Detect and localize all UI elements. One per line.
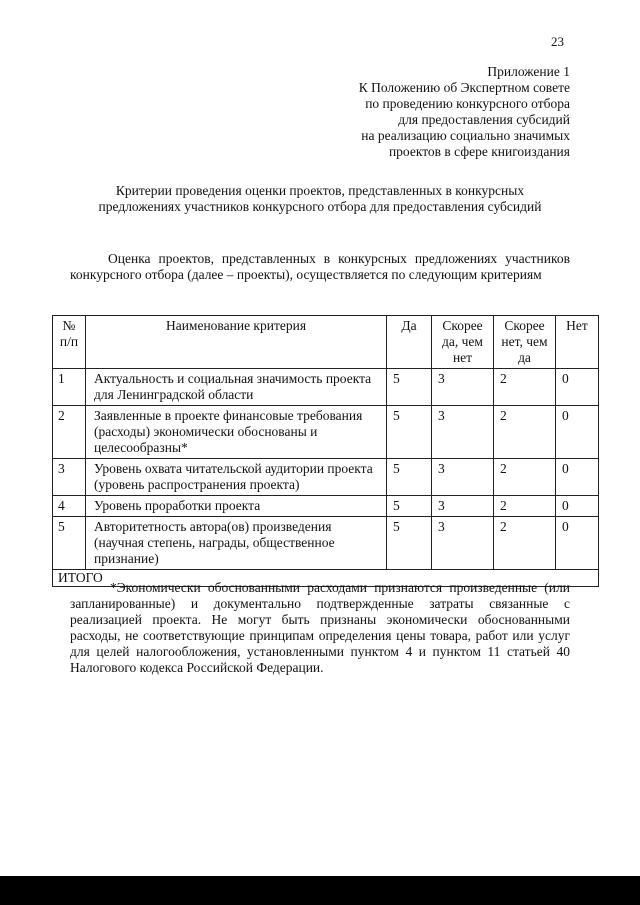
- intro-paragraph: [70, 251, 570, 283]
- row-num: 2: [53, 406, 86, 459]
- row-rather-no: 2: [494, 369, 556, 406]
- appendix-line: по проведению конкурсного отбора: [365, 96, 570, 111]
- criteria-table: [52, 315, 599, 587]
- table-row: [53, 496, 599, 517]
- document-title-line: Критерии проведения оценки проектов, представленных в конкурсных: [115, 183, 525, 198]
- row-num: 4: [53, 496, 86, 517]
- header-num: № п/п: [53, 316, 86, 369]
- footnote: [70, 580, 570, 676]
- row-criterion: Уровень проработки проекта: [86, 496, 387, 517]
- header-rather-yes: Скорее да, чем нет: [432, 316, 494, 369]
- table-row: [53, 406, 599, 459]
- table-row: [53, 459, 599, 496]
- page-number: 23: [551, 34, 564, 49]
- appendix-line: проектов в сфере книгоиздания: [388, 144, 570, 159]
- row-no: 0: [556, 406, 599, 459]
- header-no: Нет: [556, 316, 599, 369]
- row-yes: 5: [387, 496, 432, 517]
- document-title: [60, 183, 580, 215]
- header-rather-no: Скорее нет, чем да: [494, 316, 556, 369]
- row-rather-no: 2: [494, 517, 556, 570]
- total-label: ИТОГО: [53, 570, 599, 587]
- row-rather-no: 2: [494, 496, 556, 517]
- header-yes: Да: [387, 316, 432, 369]
- row-criterion: Заявленные в проекте финансовые требования (расходы) экономически обоснованы и целесообразны*: [86, 406, 387, 459]
- row-criterion: Актуальность и социальная значимость проекта для Ленинградской области: [86, 369, 387, 406]
- row-num: 5: [53, 517, 86, 570]
- row-rather-no: 2: [494, 406, 556, 459]
- header-name: Наименование критерия: [86, 316, 387, 369]
- row-criterion: Уровень охвата читательской аудитории проекта (уровень распространения проекта): [86, 459, 387, 496]
- row-rather-yes: 3: [432, 459, 494, 496]
- row-no: 0: [556, 369, 599, 406]
- row-rather-no: 2: [494, 459, 556, 496]
- scan-bottom-edge: [0, 876, 640, 905]
- appendix-line: К Положению об Экспертном совете: [358, 80, 570, 95]
- row-criterion: Авторитетность автора(ов) произведения (научная степень, награды, общественное признание): [86, 517, 387, 570]
- table-row: [53, 517, 599, 570]
- row-yes: 5: [387, 459, 432, 496]
- row-rather-yes: 3: [432, 406, 494, 459]
- row-yes: 5: [387, 517, 432, 570]
- appendix-line: на реализацию социально значимых: [361, 128, 570, 143]
- table-row: [53, 369, 599, 406]
- row-num: 1: [53, 369, 86, 406]
- intro-text: Оценка проектов, представленных в конкурсных предложениях участников конкурсного отбора (далее – проекты), осуществляется по следующим критериям: [70, 251, 570, 282]
- footnote-text: *Экономически обоснованными расходами признаются произведенные (или запланированные) и документально подтвержденные затраты связанные с реализацией проекта. Не могут быть признаны экономически обоснованными расходы, не соответствующие принципам определения цены товара, работ или услуг для целей налогообложения, установленными пунктом 4 и пунктом 11 статьей 40 Налогового кодекса Российской Федерации.: [70, 580, 570, 675]
- row-rather-yes: 3: [432, 517, 494, 570]
- table-header-row: [53, 316, 599, 369]
- appendix-line: Приложение 1: [487, 64, 570, 79]
- row-no: 0: [556, 459, 599, 496]
- appendix-header: [359, 64, 570, 160]
- row-no: 0: [556, 496, 599, 517]
- row-no: 0: [556, 517, 599, 570]
- row-num: 3: [53, 459, 86, 496]
- row-yes: 5: [387, 369, 432, 406]
- row-rather-yes: 3: [432, 496, 494, 517]
- appendix-line: для предоставления субсидий: [398, 112, 570, 127]
- row-rather-yes: 3: [432, 369, 494, 406]
- row-yes: 5: [387, 406, 432, 459]
- document-title-line: предложениях участников конкурсного отбора для предоставления субсидий: [98, 199, 542, 214]
